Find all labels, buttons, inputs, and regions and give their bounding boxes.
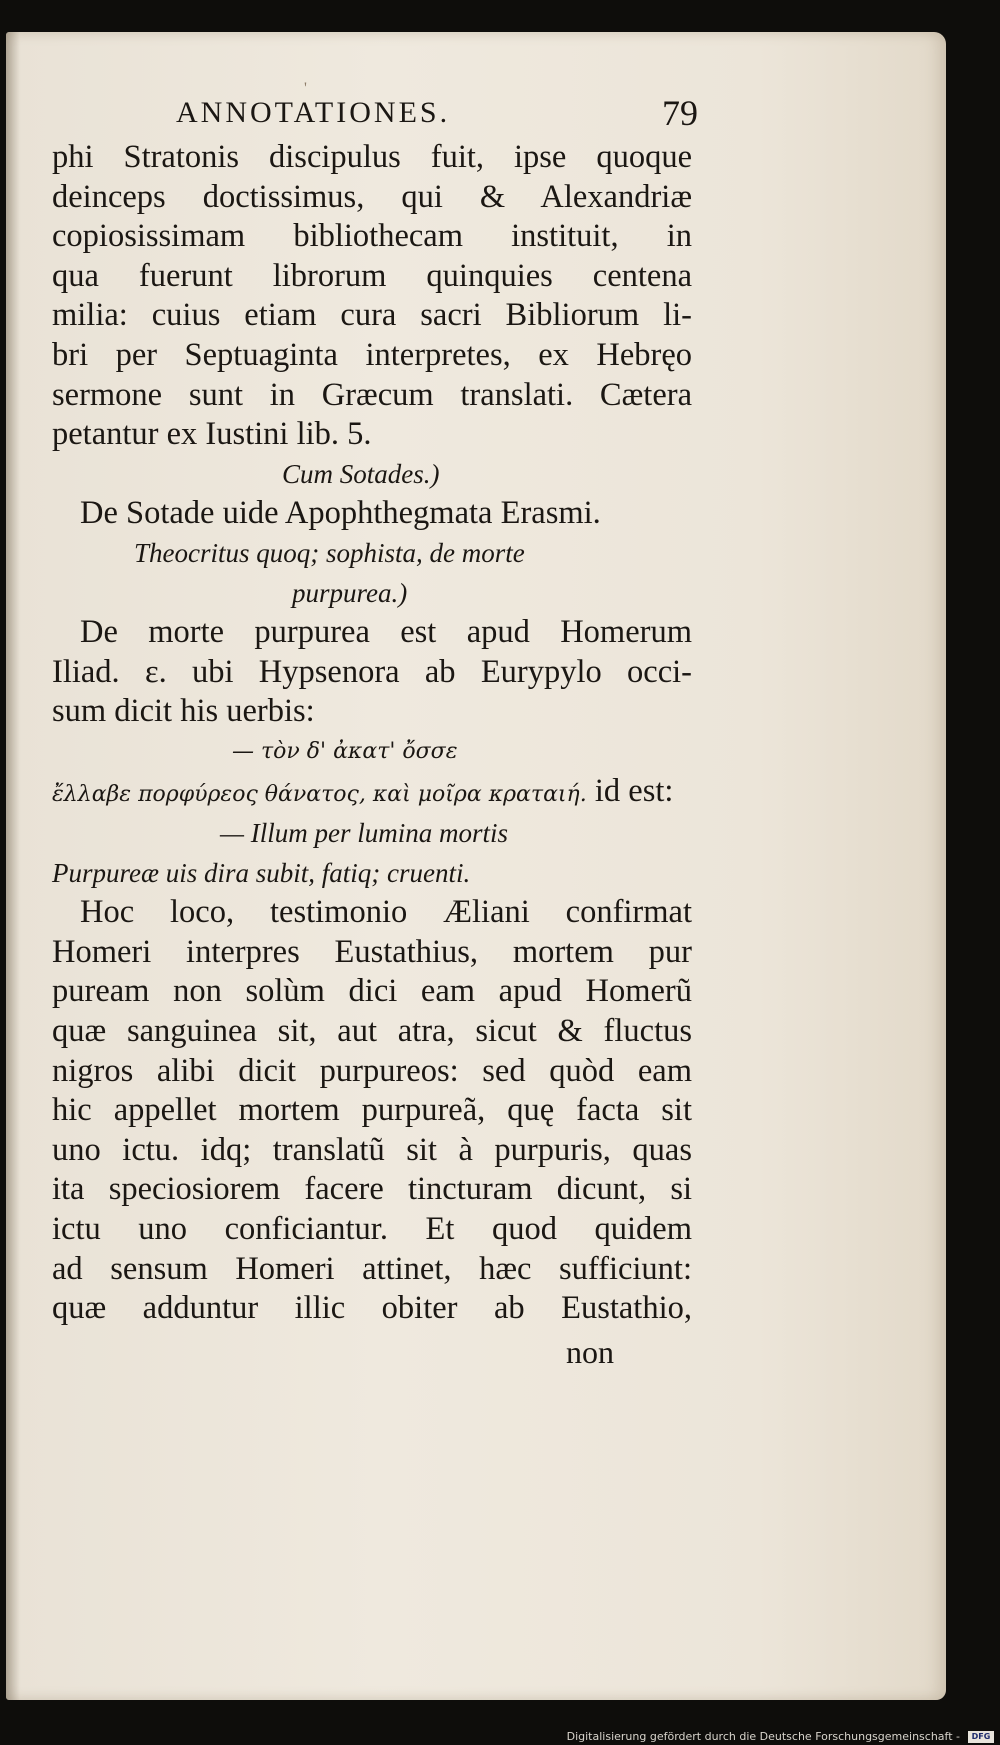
text-line: sermone sunt in Græcum translati. Cætera bbox=[52, 376, 692, 413]
text-line: ad sensum Homeri attinet, hæc sufficiunt: bbox=[52, 1250, 692, 1287]
greek-verse-line: — τὸν δ' ἀκατ' ὄσσε bbox=[232, 738, 458, 764]
latin-verse-line: Purpureæ uis dira subit, fatiq; cruenti. bbox=[52, 857, 471, 888]
id-est-label: id est: bbox=[594, 772, 674, 809]
text-line: sum dicit his uerbis: bbox=[52, 693, 315, 730]
text-line: deinceps doctissimus, qui & Alexandriæ bbox=[52, 178, 692, 215]
text-line: copiosissimam bibliothecam instituit, in bbox=[52, 218, 692, 255]
text-line: puream non solùm dici eam apud Homerũ bbox=[52, 973, 692, 1010]
text-line: quæ adduntur illic obiter ab Eustathio, bbox=[52, 1290, 692, 1327]
text-line: hic appellet mortem purpureã, quę facta sit bbox=[52, 1092, 692, 1129]
text-line: milia: cuius etiam cura sacri Bibliorum li- bbox=[52, 297, 692, 334]
text-line: petantur ex Iustini lib. 5. bbox=[52, 416, 372, 453]
catchword: non bbox=[566, 1334, 614, 1370]
text-line: phi Stratonis discipulus fuit, ipse quoque bbox=[52, 139, 692, 175]
text-line: De Sotade uide Apophthegmata Erasmi. bbox=[80, 495, 601, 532]
book-page bbox=[6, 32, 946, 1700]
text-line: ita speciosiorem facere tincturam dicunt, si bbox=[52, 1171, 692, 1208]
text-block bbox=[52, 92, 698, 1329]
greek-verse-line bbox=[52, 772, 692, 815]
running-head bbox=[52, 92, 698, 138]
text-line: bri per Septuaginta interpretes, ex Hebręo bbox=[52, 336, 692, 373]
text-line: Homeri interpres Eustathius, mortem pur bbox=[52, 933, 692, 970]
text-line: Hoc loco, testimonio Æliani confirmat bbox=[80, 894, 692, 931]
lemma-heading: Cum Sotades.) bbox=[282, 458, 440, 489]
text-line: uno ictu. idq; translatũ sit à purpuris, quas bbox=[52, 1131, 692, 1168]
text-line: quæ sanguinea sit, aut atra, sicut & fluctus bbox=[52, 1013, 692, 1050]
digitization-credit: Digitalisierung gefördert durch die Deutsche Forschungsgemeinschaft - bbox=[566, 1730, 960, 1743]
text-line: Iliad. ε. ubi Hypsenora ab Eurypylo occi- bbox=[52, 653, 692, 690]
dfg-logo: DFG bbox=[968, 1731, 994, 1743]
greek-verse-text: ἔλλαβε πορφύρεος θάνατος, καὶ μοῖρα κραταιή. bbox=[52, 781, 587, 807]
text-line: De morte purpurea est apud Homerum bbox=[80, 614, 692, 651]
page-number: 79 bbox=[662, 93, 698, 133]
text-line: qua fuerunt librorum quinquies centena bbox=[52, 257, 692, 294]
spine-shadow bbox=[6, 32, 20, 1700]
lemma-heading: purpurea.) bbox=[292, 577, 408, 608]
latin-verse-line: — Illum per lumina mortis bbox=[220, 818, 509, 849]
footer-bar bbox=[0, 1705, 1000, 1745]
text-line: ictu uno conficiantur. Et quod quidem bbox=[52, 1211, 692, 1248]
stray-mark: ' bbox=[304, 80, 307, 97]
lemma-heading: Theocritus quoq; sophista, de morte bbox=[134, 537, 525, 568]
running-title: ANNOTATIONES. bbox=[176, 96, 451, 129]
text-line: nigros alibi dicit purpureos: sed quòd eam bbox=[52, 1052, 692, 1089]
